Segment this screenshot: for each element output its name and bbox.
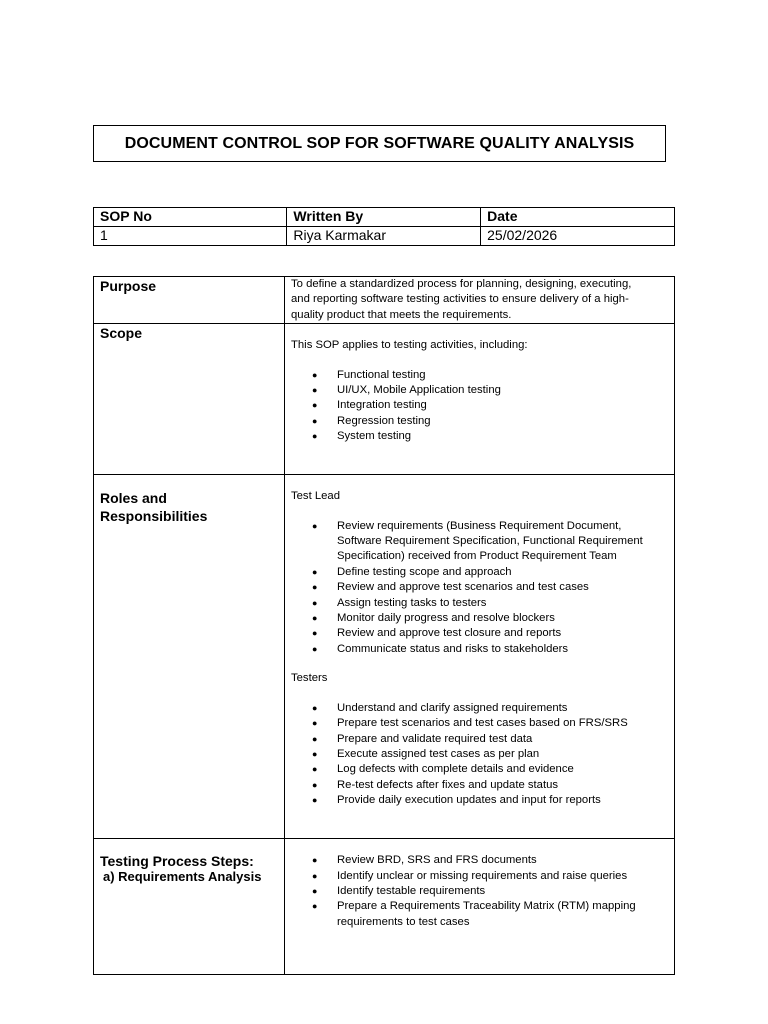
bullet-icon: ●	[312, 597, 318, 608]
testers-heading: Testers	[291, 672, 328, 685]
list-item: ● Prepare a Requirements Traceability Matrix (RTM) mapping requirements to test cases	[312, 900, 636, 928]
header-date: Date	[481, 208, 675, 227]
purpose-line: and reporting software testing activities to ensure delivery of a high-	[291, 293, 629, 306]
scope-label: Scope	[94, 324, 285, 475]
scope-list	[291, 368, 668, 445]
list-item: ● Review requirements (Business Requirement Document, Software Requirement Specification, Functional Requirement Specification) received from Product Requirement Team	[312, 519, 643, 563]
list-item: ● Understand and clarify assigned requirements	[291, 701, 668, 716]
meta-header-row	[94, 208, 675, 227]
list-item: ● Define testing scope and approach	[291, 565, 668, 580]
list-item: ● Review and approve test scenarios and test cases	[291, 580, 668, 595]
list-item: ● Identify unclear or missing requirements and raise queries	[291, 869, 668, 884]
header-written-by: Written By	[287, 208, 481, 227]
document-title: DOCUMENT CONTROL SOP FOR SOFTWARE QUALITY ANALYSIS	[93, 125, 666, 162]
value-written-by: Riya Karmakar	[287, 227, 481, 246]
list-item: ● Prepare and validate required test data	[291, 732, 668, 747]
meta-value-row	[94, 227, 675, 246]
steps-heading: Testing Process Steps:	[100, 853, 254, 870]
bullet-icon: ●	[312, 718, 318, 729]
bullet-icon: ●	[312, 415, 318, 426]
bullet-icon: ●	[312, 702, 318, 713]
list-item: ● System testing	[291, 429, 668, 444]
list-item: ● Review BRD, SRS and FRS documents	[291, 853, 668, 868]
header-sop-no: SOP No	[94, 208, 287, 227]
testers-list	[291, 701, 668, 809]
list-item: ● Review and approve test closure and reports	[291, 626, 668, 641]
bullet-icon: ●	[312, 855, 318, 866]
bullet-icon: ●	[312, 613, 318, 624]
scope-intro: This SOP applies to testing activities, including:	[291, 339, 528, 352]
bullet-icon: ●	[312, 385, 318, 396]
bullet-icon: ●	[312, 795, 318, 806]
list-item: ● Prepare test scenarios and test cases based on FRS/SRS	[291, 716, 668, 731]
purpose-line: To define a standardized process for planning, designing, executing,	[291, 278, 632, 290]
scope-content	[285, 324, 675, 475]
list-item: ● Log defects with complete details and evidence	[291, 762, 668, 777]
roles-row	[94, 475, 675, 839]
steps-row	[94, 839, 675, 975]
steps-label	[94, 839, 285, 975]
bullet-icon: ●	[312, 779, 318, 790]
list-item: ● Provide daily execution updates and input for reports	[291, 793, 668, 808]
bullet-icon: ●	[312, 733, 318, 744]
list-item: ● Communicate status and risks to stakeholders	[291, 642, 668, 657]
bullet-icon: ●	[312, 369, 318, 380]
bullet-icon: ●	[312, 901, 318, 912]
roles-content	[285, 475, 675, 839]
list-item: ● Monitor daily progress and resolve blockers	[291, 611, 668, 626]
bullet-icon: ●	[312, 520, 318, 531]
steps-list	[291, 853, 668, 930]
list-item: ● Assign testing tasks to testers	[291, 596, 668, 611]
bullet-icon: ●	[312, 643, 318, 654]
purpose-line: quality product that meets the requirements.	[291, 308, 512, 321]
bullet-icon: ●	[312, 566, 318, 577]
test-lead-heading: Test Lead	[291, 490, 340, 503]
bullet-icon: ●	[312, 764, 318, 775]
value-sop-no: 1	[94, 227, 287, 246]
value-date: 25/02/2026	[481, 227, 675, 246]
list-item: ● Integration testing	[291, 398, 668, 413]
bullet-icon: ●	[312, 748, 318, 759]
list-item: ● Functional testing	[291, 368, 668, 383]
bullet-icon: ●	[312, 870, 318, 881]
list-item: ● Execute assigned test cases as per plan	[291, 747, 668, 762]
scope-row	[94, 324, 675, 475]
bullet-icon: ●	[312, 431, 318, 442]
roles-label	[94, 475, 285, 839]
sop-meta-table	[93, 207, 675, 246]
steps-content	[285, 839, 675, 975]
bullet-icon: ●	[312, 582, 318, 593]
sop-content-table	[93, 276, 675, 975]
bullet-icon: ●	[312, 628, 318, 639]
list-item: ● Re-test defects after fixes and update status	[291, 778, 668, 793]
bullet-icon: ●	[312, 400, 318, 411]
list-item: ● UI/UX, Mobile Application testing	[291, 383, 668, 398]
roles-label-line: Roles and	[100, 490, 167, 507]
list-item: ● Identify testable requirements	[291, 884, 668, 899]
purpose-text	[285, 277, 675, 324]
test-lead-list	[291, 519, 668, 658]
bullet-icon: ●	[312, 886, 318, 897]
steps-subheading: a) Requirements Analysis	[103, 869, 262, 885]
roles-label-line: Responsibilities	[100, 508, 208, 525]
purpose-label: Purpose	[94, 277, 285, 324]
purpose-row	[94, 277, 675, 324]
list-item: ● Regression testing	[291, 414, 668, 429]
